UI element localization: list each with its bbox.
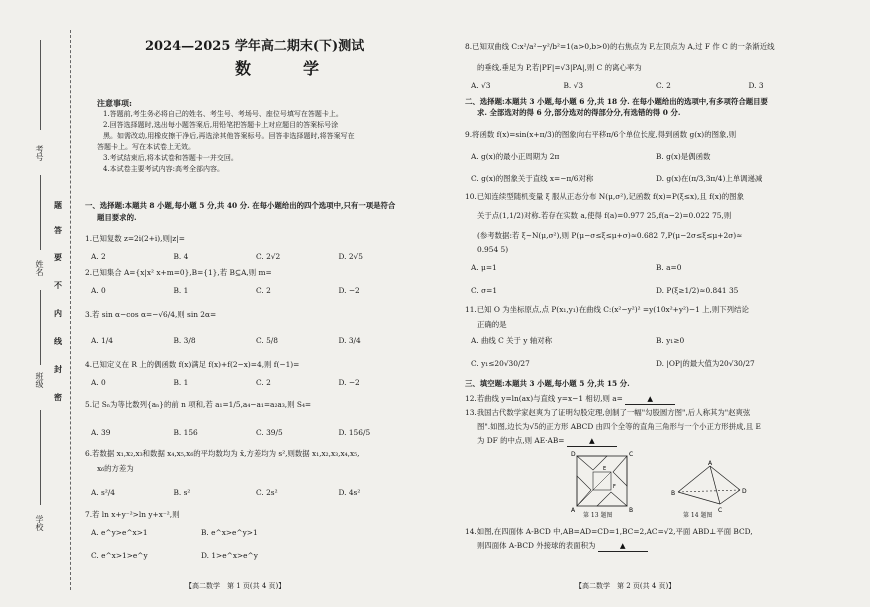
xuexiao-line xyxy=(40,410,41,505)
option: B. 1 xyxy=(173,378,189,387)
exam-title: 2024—2025 学年高二期末(下)测试 xyxy=(145,39,365,54)
notice-item: 1.答题前,考生务必将自己的姓名、考生号、考场号、座位号填写在答题卡上。 xyxy=(103,110,343,118)
question-10-ref: (参考数据:若 ξ~N(μ,σ²),则 P(μ−σ≤ξ≤μ+σ)≈0.682 7,P(μ−2σ≤ξ≤μ+2σ)≈ xyxy=(477,231,743,240)
options-3 xyxy=(91,336,421,346)
fig14-caption: 第 14 题图 xyxy=(683,512,713,519)
fig13-caption: 第 13 题图 xyxy=(583,512,613,519)
answer-blank-12 xyxy=(625,394,675,405)
inner-triangle xyxy=(613,456,627,486)
question-5: 5.记 Sₙ为等比数列{aₙ}的前 n 项和,若 a₁=1/5,a₄−a₁=a₂a₃,则 S₄= xyxy=(85,400,312,409)
question-11: 11.已知 O 为坐标原点,点 P(x₁,y₁)在曲线 C:(x²−y²)² =y(10x²+y²)−1 上,则下列结论 xyxy=(465,305,749,314)
edge xyxy=(710,466,720,504)
options-1 xyxy=(91,252,421,262)
option: B. s² xyxy=(173,488,191,497)
left-page xyxy=(85,0,445,607)
option: D. g(x)在(π/3,3π/4)上单调递减 xyxy=(656,173,763,183)
option: B. √3 xyxy=(563,81,584,90)
question-13-cont: 图".如图,边长为√5的正方形 ABCD 由四个全等的直角三角形与一个小正方形拼成,且 E xyxy=(477,422,761,431)
seal-char: 答 xyxy=(54,225,62,235)
option: B. 4 xyxy=(173,252,189,261)
notice-item: 答题卡上。写在本试卷上无效。 xyxy=(97,143,195,151)
section1-heading: 一、选择题:本题共 8 小题,每小题 5 分,共 40 分. 在每小题给出的四个选项中,只有一项是符合 xyxy=(85,201,396,210)
page-footer-left: 【高二数学 第 1 页(共 4 页)】 xyxy=(185,582,286,590)
seal-char: 封 xyxy=(54,364,62,374)
option: C. 2 xyxy=(256,378,271,387)
option: A. 0 xyxy=(91,378,106,387)
section1-heading-cont: 题目要求的. xyxy=(97,213,137,222)
options-8 xyxy=(471,81,841,91)
option: B. 3/8 xyxy=(173,336,196,345)
label-d: D xyxy=(742,488,747,495)
option: C. 5/8 xyxy=(256,336,278,345)
question-13-text: 为 DF 的中点,则 AE·AB= xyxy=(477,436,565,445)
question-11-cont: 正确的是 xyxy=(477,320,507,329)
label-b: B xyxy=(671,490,676,497)
question-6: 6.若数据 x₁,x₂,x₃和数据 x₄,x₅,x₆的平均数均为 x̄,方差均为 s²,则数据 x₁,x₂,x₃,x₄,x₅, xyxy=(85,449,360,458)
seal-char: 不 xyxy=(54,280,62,290)
options-9 xyxy=(471,152,841,184)
option: A. e^y>e^x>1 xyxy=(91,528,148,537)
question-8: 8.已知双曲线 C:x²/a²−y²/b²=1(a>0,b>0)的右焦点为 F,左顶点为 A,过 F 作 C 的一条渐近线 xyxy=(465,42,775,51)
edge xyxy=(710,466,740,490)
option: D. 3 xyxy=(748,81,764,90)
question-14: 14.如图,在四面体 A-BCD 中,AB=AD=CD=1,BC=2,AC=√2,平面 ABD⊥平面 BCD, xyxy=(465,527,753,536)
answer-blank-14 xyxy=(598,541,648,552)
options-2 xyxy=(91,286,421,296)
section2-heading: 二、选择题:本题共 3 小题,每小题 6 分,共 18 分. 在每小题给出的选项中,有多项符合题目要 xyxy=(465,97,768,106)
section3-heading: 三、填空题:本题共 3 小题,每小题 5 分,共 15 分. xyxy=(465,379,630,388)
option: A. 0 xyxy=(91,286,106,295)
xingming-label: 姓名 xyxy=(35,260,44,276)
option: A. g(x)的最小正周期为 2π xyxy=(471,152,560,161)
blank-marker: ▲ xyxy=(619,541,626,550)
exam-subject: 数 学 xyxy=(235,59,338,78)
options-7 xyxy=(91,528,311,561)
option: B. a=0 xyxy=(656,263,682,272)
edge xyxy=(678,466,710,492)
option: B. y₁≥0 xyxy=(656,336,685,345)
notice-heading: 注意事项: xyxy=(97,98,132,108)
banji-line xyxy=(40,290,41,365)
option: C. 2 xyxy=(256,286,271,295)
question-2: 2.已知集合 A={x|x² x+m=0},B={1},若 B⊆A,则 m= xyxy=(85,268,272,277)
option: B. 1 xyxy=(173,286,189,295)
option: A. s²/4 xyxy=(91,488,115,497)
question-7: 7.若 ln x+y⁻²>ln y+x⁻²,则 xyxy=(85,510,180,519)
notice-item: 3.考试结束后,将本试卷和答题卡一并交回。 xyxy=(103,154,238,162)
options-11 xyxy=(471,336,841,369)
option: A. √3 xyxy=(471,81,491,90)
seal-char: 密 xyxy=(54,392,62,402)
question-14-cont xyxy=(477,541,648,552)
label-c: C xyxy=(629,451,634,458)
seal-char: 要 xyxy=(54,252,62,262)
question-13: 13.我国古代数学家赵爽为了证明勾股定理,创制了一幅"勾股圆方图",后人称其为"赵爽弦 xyxy=(465,408,751,417)
question-10: 10.已知连续型随机变量 ξ 服从正态分布 N(μ,σ²),记函数 f(x)=P(ξ≤x),且 f(x)的图象 xyxy=(465,192,744,201)
question-4: 4.已知定义在 R 上的偶函数 f(x)满足 f(x)+f(2−x)=4,则 f(−1)= xyxy=(85,360,300,369)
right-page xyxy=(465,0,855,607)
inner-triangle xyxy=(597,492,627,506)
question-8-cont: 的垂线,垂足为 P,若|PF|=√3|PA|,则 C 的离心率为 xyxy=(477,63,642,72)
options-10 xyxy=(471,263,841,296)
label-e: E xyxy=(603,466,607,472)
option: A. 39 xyxy=(91,428,111,437)
xuexiao-label: 学校 xyxy=(35,515,44,531)
question-1: 1.已知复数 z=2i(2+i),则|z|= xyxy=(85,234,185,243)
xingming-line xyxy=(40,175,41,250)
label-d: D xyxy=(571,451,576,458)
blank-marker: ▲ xyxy=(647,394,654,403)
option: C. g(x)的图象关于直线 x=−π/6对称 xyxy=(471,173,594,183)
option: D. 3/4 xyxy=(338,336,361,345)
question-13-cont2 xyxy=(477,436,617,447)
options-6 xyxy=(91,488,421,498)
label-f: F xyxy=(613,484,616,490)
label-a: A xyxy=(708,460,713,467)
binding-margin xyxy=(0,0,82,607)
banji-label: 班级 xyxy=(35,372,44,388)
seal-char: 题 xyxy=(54,200,62,210)
option: D. −2 xyxy=(338,378,360,387)
option: D. 4s² xyxy=(338,488,361,497)
option: D. |OP|的最大值为20√30/27 xyxy=(656,358,755,368)
edge xyxy=(720,490,740,504)
option: C. 2 xyxy=(656,81,671,90)
option: C. y₁≤20√30/27 xyxy=(471,358,530,368)
section2-heading-cont: 求. 全部选对的得 6 分,部分选对的得部分分,有选错的得 0 分. xyxy=(477,108,681,117)
question-6-cont: x₆的方差为 xyxy=(97,464,134,473)
option: A. 曲线 C 关于 y 轴对称 xyxy=(471,336,552,345)
option: C. e^x>1>e^y xyxy=(91,550,148,560)
question-12 xyxy=(465,394,675,405)
option: D. 1>e^x>e^y xyxy=(201,550,258,560)
question-10-cont: 关于点(1,1/2)对称.若存在实数 a,使得 f(a)=0.977 25,f(a−2)=0.022 75,则 xyxy=(477,211,732,220)
option: D. −2 xyxy=(338,286,360,295)
notice-item: 4.本试卷主要考试内容:高考全部内容。 xyxy=(103,165,225,173)
hidden-edge xyxy=(678,490,740,492)
question-9: 9.将函数 f(x)=sin(x+π/3)的图象向右平移π/6个单位长度,得到函数 g(x)的图象,则 xyxy=(465,130,737,139)
option: C. 39/5 xyxy=(256,428,283,437)
inner-triangle xyxy=(577,476,591,506)
options-4 xyxy=(91,378,421,388)
option: A. μ=1 xyxy=(471,263,497,272)
option: B. 156 xyxy=(173,428,198,437)
edge xyxy=(678,492,720,504)
kaohao-line xyxy=(40,40,41,130)
seal-char: 内 xyxy=(54,308,62,318)
page-footer-right: 【高二数学 第 2 页(共 4 页)】 xyxy=(575,582,676,590)
answer-blank-13 xyxy=(567,436,617,447)
question-3: 3.若 sin α−cos α=−√6/4,则 sin 2α= xyxy=(85,310,217,319)
option: C. σ=1 xyxy=(471,285,498,295)
option: D. 2√5 xyxy=(338,252,363,261)
option: D. P(ξ≥1/2)≈0.841 35 xyxy=(656,285,739,295)
option: C. 2√2 xyxy=(256,252,281,261)
label-c: C xyxy=(718,507,723,514)
zhao-shuang-figure xyxy=(565,450,645,520)
question-14-text: 则四面体 A-BCD 外接球的表面积为 xyxy=(477,541,596,550)
blank-marker: ▲ xyxy=(588,436,595,445)
label-b: B xyxy=(629,507,634,514)
question-12-text: 12.若曲线 y=ln(ax)与直线 y=x−1 相切,则 a= xyxy=(465,394,623,403)
label-a: A xyxy=(571,507,576,514)
option: B. e^x>e^y>1 xyxy=(201,528,258,537)
option: B. g(x)是偶函数 xyxy=(656,152,711,161)
option: A. 1/4 xyxy=(91,336,113,345)
options-5 xyxy=(91,428,421,438)
option: C. 2s² xyxy=(256,488,278,497)
notice-item: 黑。如需改动,用橡皮擦干净后,再选涂其他答案标号。回答非选择题时,将答案写在 xyxy=(103,132,355,140)
tetrahedron-figure xyxy=(670,460,750,515)
notice-item: 2.回答选择题时,选出每小题答案后,用铅笔把答题卡上对应题目的答案标号涂 xyxy=(103,121,339,129)
seal-line xyxy=(70,30,71,590)
question-10-ref-cont: 0.954 5) xyxy=(477,245,509,254)
seal-char: 线 xyxy=(54,336,62,346)
option: D. 156/5 xyxy=(338,428,371,437)
option: A. 2 xyxy=(91,252,106,261)
kaohao-label: 考号 xyxy=(35,145,44,161)
segment-ae xyxy=(577,472,611,506)
